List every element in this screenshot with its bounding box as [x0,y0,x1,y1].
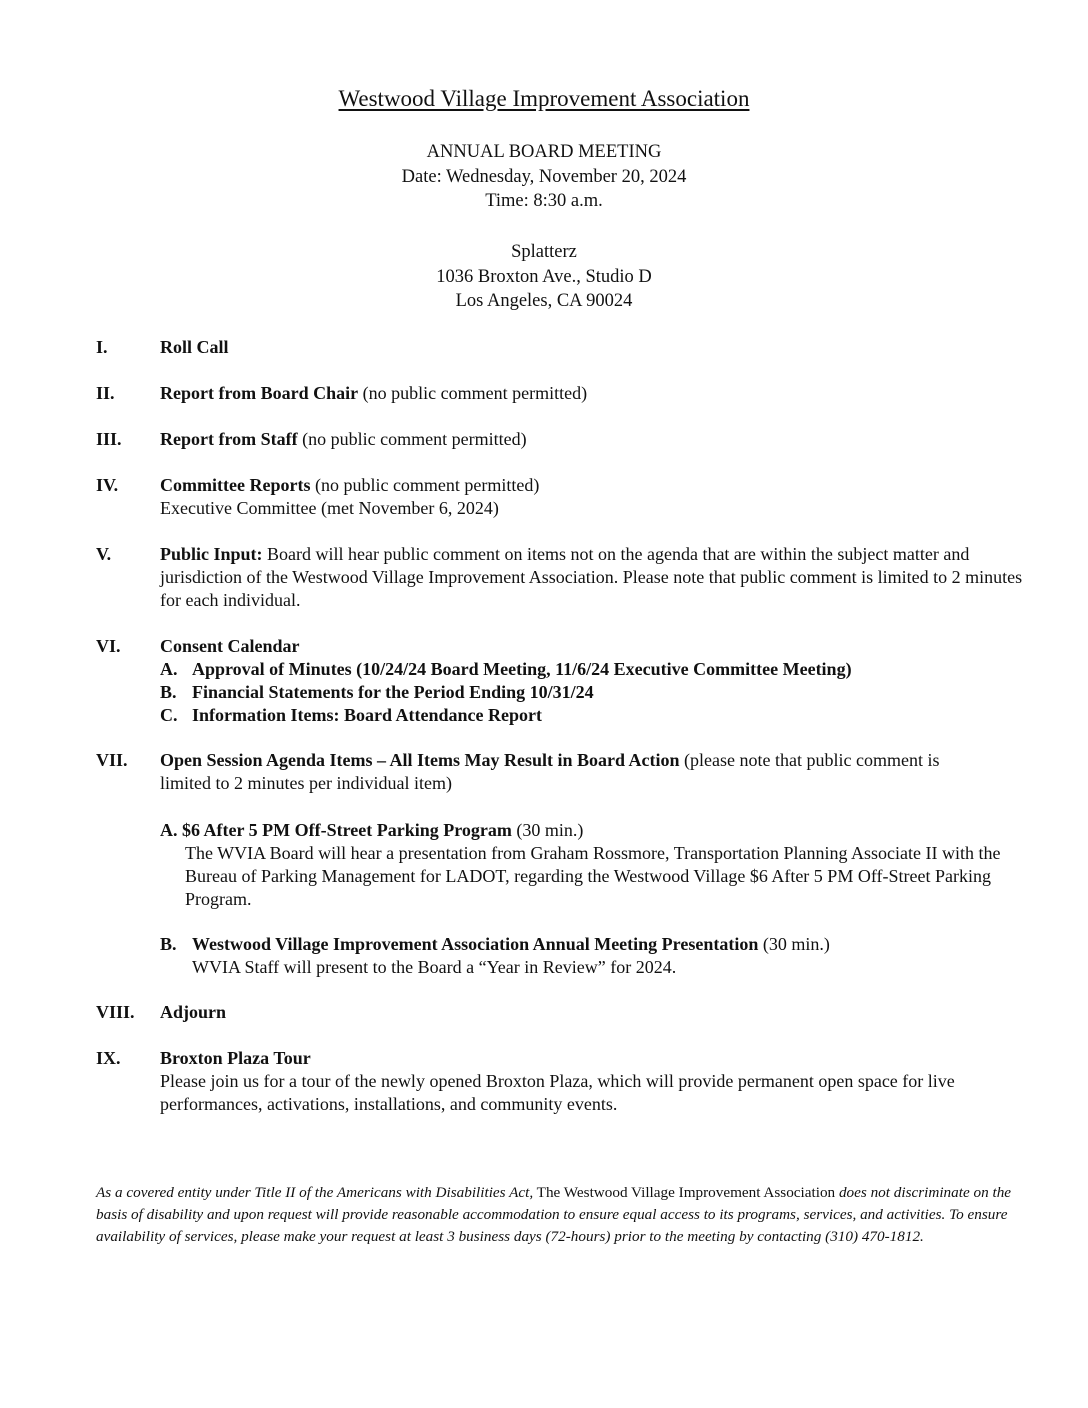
subitem-letter: A. [160,820,178,840]
item-heading: Roll Call [160,337,229,357]
subitem-text: The WVIA Board will hear a presentation from Graham Rossmore, Transportation Planning Associate II with the Bureau of Parking Management for LADOT, regarding the Westwood Village $6 After 5 PM Off-Street Parking Program. [185,843,1001,909]
subitem-text: Information Items: Board Attendance Report [192,705,542,725]
item-heading: Adjourn [160,1002,227,1022]
item-heading: Broxton Plaza Tour [160,1048,311,1068]
subitem-letter: B. [160,934,177,954]
subitem-duration: (30 min.) [511,820,584,840]
venue-address: 1036 Broxton Ave., Studio D [436,266,652,287]
item-heading: Open Session Agenda Items – All Items May Result in Board Action [160,750,680,770]
item-note: (no public comment permitted) [297,429,527,449]
venue-info [0,240,1088,314]
item-detail: Executive Committee (met November 6, 2024) [160,498,499,518]
item-heading: Report from Board Chair [160,383,359,403]
venue-name: Splatterz [511,242,577,262]
ada-notice-lead: As a covered entity under Title II of the Americans with Disabilities Act, [96,1184,534,1201]
ada-notice [96,1182,1016,1248]
meeting-date: Date: Wednesday, November 20, 2024 [401,166,687,187]
consent-subitem-financials [160,681,1040,704]
subitem-text: Financial Statements for the Period Ending 10/31/24 [192,682,594,702]
item-note: (please note that public comment is limited to 2 minutes per individual item) [160,750,940,793]
ada-notice-body: does not discriminate on the basis of disability and upon request will provide reasonable accommodation to ensure equal access to its programs, services, and activities. To ensure availability of services, please make your request at least 3 business days (72-hours) prior to the meeting by contacting (310) 470-1812. [96,1184,1012,1245]
item-text: Please join us for a tour of the newly opened Broxton Plaza, which will provide permanent open space for live performances, activations, installations, and community events. [160,1071,955,1114]
item-note: (no public comment permitted) [358,383,588,403]
meeting-title: ANNUAL BOARD MEETING [426,142,662,162]
consent-subitem-minutes [160,658,1040,681]
item-heading: Report from Staff [160,429,298,449]
meeting-info [0,140,1088,214]
subitem-text: WVIA Staff will present to the Board a “Year in Review” for 2024. [192,957,677,977]
item-numeral: VIII. [96,1002,135,1022]
item-numeral: V. [96,544,112,564]
subitem-letter: A. [160,659,178,679]
consent-subitem-information [160,704,1040,727]
org-title: Westwood Village Improvement Association [338,86,750,111]
item-heading: Consent Calendar [160,636,300,656]
subitem-heading: $6 After 5 PM Off-Street Parking Program [182,820,512,840]
item-numeral: III. [96,429,122,449]
item-numeral: II. [96,383,115,403]
item-numeral: IX. [96,1048,121,1068]
item-text: Board will hear public comment on items not on the agenda that are within the subject matter and jurisdiction of the Westwood Village Improvement Association. Please note that public comment is limited to 2 minutes for each individual. [160,544,1023,610]
venue-city: Los Angeles, CA 90024 [455,291,633,311]
item-note: (no public comment permitted) [310,475,540,495]
item-numeral: IV. [96,475,119,495]
subitem-heading: Westwood Village Improvement Association Annual Meeting Presentation [192,934,759,954]
item-numeral: I. [96,337,108,357]
item-numeral: VI. [96,636,121,656]
item-heading: Public Input: [160,544,263,564]
meeting-time: Time: 8:30 a.m. [485,191,603,211]
subitem-duration: (30 min.) [758,934,830,954]
item-numeral: VII. [96,750,128,770]
subitem-letter: B. [160,682,177,702]
subitem-letter: C. [160,705,178,725]
item-heading: Committee Reports [160,475,311,495]
ada-notice-org: The Westwood Village Improvement Association [533,1184,839,1201]
subitem-text: Approval of Minutes (10/24/24 Board Meeting, 11/6/24 Executive Committee Meeting) [192,659,852,679]
